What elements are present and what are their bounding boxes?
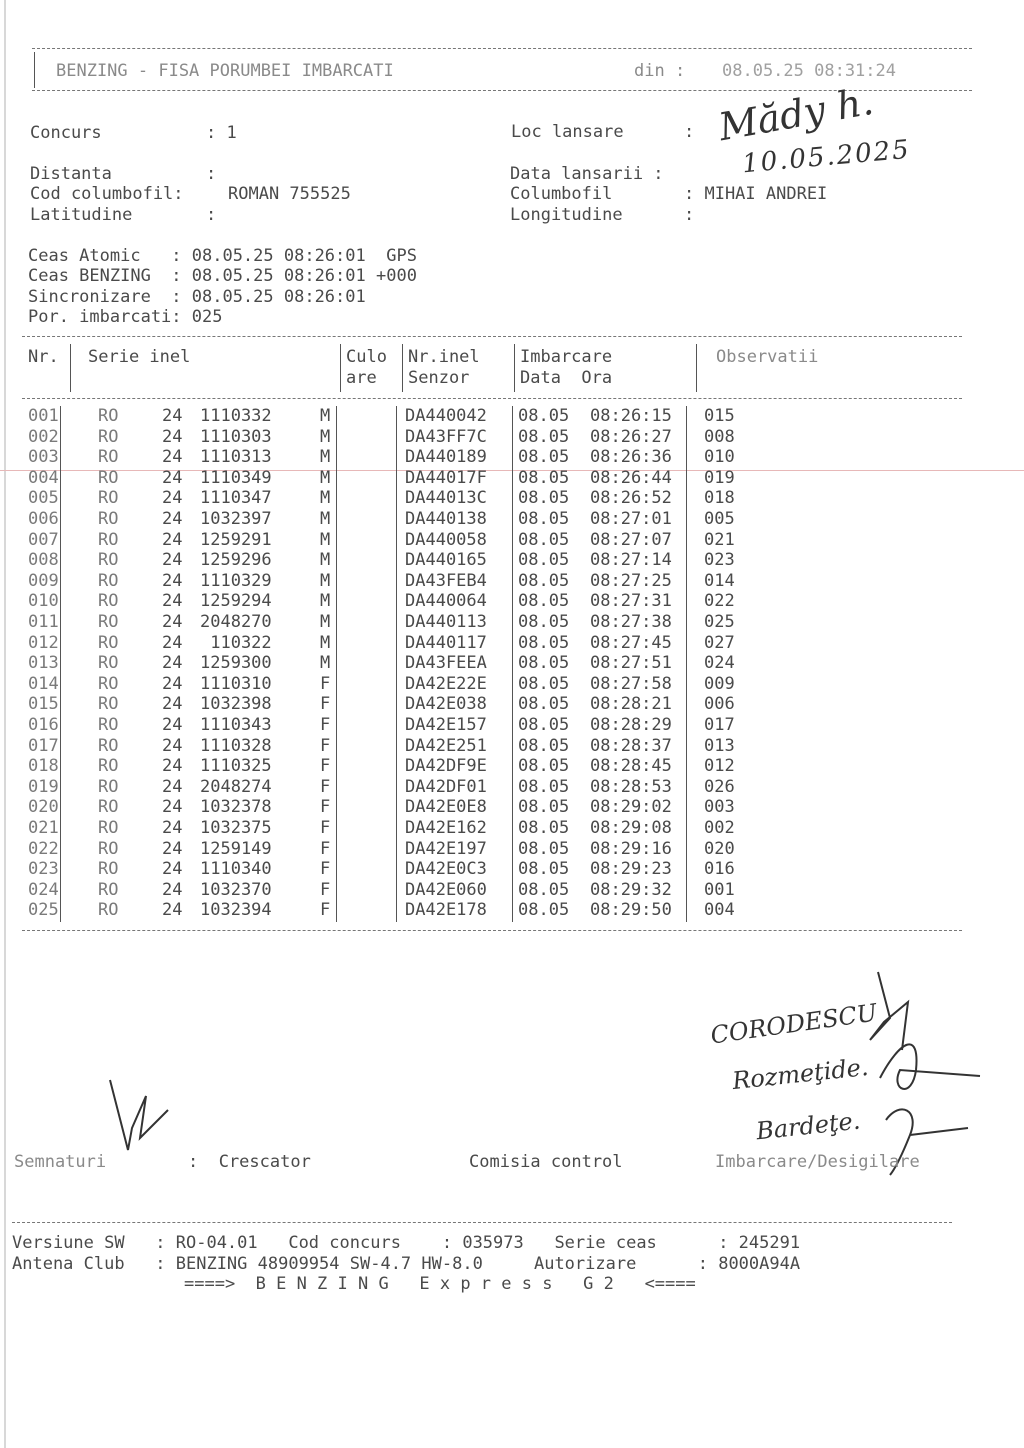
row-senzor: DA42E178 bbox=[405, 900, 487, 921]
row-an: 24 bbox=[162, 900, 183, 921]
row-inel: 1259291 bbox=[200, 529, 272, 550]
row-ora: 08:27:38 bbox=[590, 612, 672, 632]
table-bottom-rule bbox=[22, 930, 962, 931]
row-sex: F bbox=[320, 797, 331, 818]
row-nr: 018 bbox=[28, 756, 59, 777]
row-sex: F bbox=[320, 879, 331, 900]
row-data: 08.05 bbox=[518, 509, 570, 529]
row-data: 08.05 bbox=[518, 715, 570, 735]
row-senzor: DA440042 bbox=[405, 406, 487, 426]
row-tara: RO bbox=[98, 818, 119, 838]
row-inel: 1259149 bbox=[200, 838, 272, 859]
row-nr: 013 bbox=[28, 653, 59, 674]
row-data: 08.05 bbox=[518, 550, 570, 571]
row-nr: 019 bbox=[28, 776, 59, 797]
row-sex: F bbox=[320, 715, 331, 735]
row-sex: F bbox=[320, 673, 331, 694]
header-top-rule bbox=[32, 48, 972, 49]
row-an: 24 bbox=[162, 529, 183, 550]
row-data: 08.05 bbox=[518, 447, 570, 468]
row-inel: 1110329 bbox=[200, 570, 272, 591]
row-tara: RO bbox=[98, 673, 119, 694]
semnaturi-label: Semnaturi bbox=[14, 1152, 107, 1172]
col-header-observatii: Observatii bbox=[716, 347, 819, 367]
row-ora: 08:26:52 bbox=[590, 488, 672, 509]
row-nr: 023 bbox=[28, 859, 59, 880]
row-nr: 003 bbox=[28, 447, 59, 468]
col-sep bbox=[340, 344, 341, 392]
row-inel: 1110343 bbox=[200, 715, 272, 735]
row-data: 08.05 bbox=[518, 900, 570, 921]
row-data: 08.05 bbox=[518, 756, 570, 777]
row-obs: 015 bbox=[704, 406, 735, 426]
row-data: 08.05 bbox=[518, 673, 570, 694]
row-obs: 010 bbox=[704, 447, 735, 468]
din-label: din : bbox=[634, 61, 686, 81]
row-senzor: DA42E251 bbox=[405, 735, 487, 756]
row-data: 08.05 bbox=[518, 859, 570, 880]
row-inel: 1259294 bbox=[200, 591, 272, 612]
row-data: 08.05 bbox=[518, 488, 570, 509]
col-sep bbox=[70, 344, 71, 392]
row-nr: 009 bbox=[28, 570, 59, 591]
row-tara: RO bbox=[98, 426, 119, 447]
col-sep bbox=[396, 406, 397, 922]
row-senzor: DA44017F bbox=[405, 467, 487, 488]
row-senzor: DA42E197 bbox=[405, 838, 487, 859]
row-an: 24 bbox=[162, 776, 183, 797]
row-data: 08.05 bbox=[518, 570, 570, 591]
row-nr: 002 bbox=[28, 426, 59, 447]
row-an: 24 bbox=[162, 488, 183, 509]
row-inel: 2048270 bbox=[200, 612, 272, 632]
col-header-nr-inel-1: Nr.inel bbox=[408, 347, 480, 367]
row-tara: RO bbox=[98, 879, 119, 900]
row-senzor: DA42E162 bbox=[405, 818, 487, 838]
footer-versiune-line: Versiune SW : RO-04.01 Cod concurs : 035973 Serie ceas : 245291 bbox=[12, 1233, 801, 1253]
row-an: 24 bbox=[162, 756, 183, 777]
row-tara: RO bbox=[98, 632, 119, 653]
handwritten-name-1: CORODESCU bbox=[708, 998, 879, 1050]
row-inel: 1110328 bbox=[200, 735, 272, 756]
col-header-nr-inel-2: Senzor bbox=[408, 368, 470, 388]
crescator-label: : Crescator bbox=[188, 1152, 311, 1172]
comisia-control-label: Comisia control bbox=[469, 1152, 623, 1172]
row-data: 08.05 bbox=[518, 467, 570, 488]
row-ora: 08:27:25 bbox=[590, 570, 672, 591]
row-ora: 08:28:21 bbox=[590, 694, 672, 715]
col-sep bbox=[60, 406, 61, 922]
col-sep bbox=[512, 406, 513, 922]
row-senzor: DA42DF01 bbox=[405, 776, 487, 797]
row-data: 08.05 bbox=[518, 797, 570, 818]
row-ora: 08:27:01 bbox=[590, 509, 672, 529]
row-inel: 1110313 bbox=[200, 447, 272, 468]
row-senzor: DA440064 bbox=[405, 591, 487, 612]
row-tara: RO bbox=[98, 715, 119, 735]
row-tara: RO bbox=[98, 735, 119, 756]
row-nr: 021 bbox=[28, 818, 59, 838]
row-sex: M bbox=[320, 591, 331, 612]
latitudine-label: Latitudine bbox=[30, 205, 133, 225]
row-an: 24 bbox=[162, 838, 183, 859]
col-header-imbarcare-2: Data Ora bbox=[520, 368, 613, 388]
cod-columbofil-label: Cod columbofil: bbox=[30, 184, 184, 204]
row-ora: 08:27:31 bbox=[590, 591, 672, 612]
col-sep bbox=[514, 344, 515, 392]
row-inel: 1110349 bbox=[200, 467, 272, 488]
row-an: 24 bbox=[162, 653, 183, 674]
row-ora: 08:26:27 bbox=[590, 426, 672, 447]
row-senzor: DA440165 bbox=[405, 550, 487, 571]
row-sex: M bbox=[320, 447, 331, 468]
col-header-culoare-2: are bbox=[346, 368, 377, 388]
row-sex: M bbox=[320, 488, 331, 509]
row-senzor: DA42E22E bbox=[405, 673, 487, 694]
row-data: 08.05 bbox=[518, 818, 570, 838]
row-senzor: DA440058 bbox=[405, 529, 487, 550]
row-tara: RO bbox=[98, 900, 119, 921]
row-nr: 008 bbox=[28, 550, 59, 571]
footer-rule bbox=[12, 1222, 952, 1223]
sincronizare: Sincronizare : 08.05.25 08:26:01 bbox=[28, 287, 366, 307]
row-inel: 1032378 bbox=[200, 797, 272, 818]
row-an: 24 bbox=[162, 447, 183, 468]
row-obs: 018 bbox=[704, 488, 735, 509]
row-tara: RO bbox=[98, 509, 119, 529]
distanta-value: : bbox=[206, 164, 217, 184]
row-tara: RO bbox=[98, 591, 119, 612]
distanta-label: Distanta bbox=[30, 164, 112, 184]
row-inel: 1259300 bbox=[200, 653, 272, 674]
row-sex: F bbox=[320, 859, 331, 880]
row-senzor: DA42DF9E bbox=[405, 756, 487, 777]
row-sex: M bbox=[320, 509, 331, 529]
row-tara: RO bbox=[98, 694, 119, 715]
row-obs: 022 bbox=[704, 591, 735, 612]
row-senzor: DA44013C bbox=[405, 488, 487, 509]
row-inel: 1110303 bbox=[200, 426, 272, 447]
row-ora: 08:29:02 bbox=[590, 797, 672, 818]
row-obs: 016 bbox=[704, 859, 735, 880]
row-tara: RO bbox=[98, 447, 119, 468]
row-an: 24 bbox=[162, 694, 183, 715]
handwritten-name-3: Bardeţe. bbox=[754, 1106, 862, 1146]
row-obs: 009 bbox=[704, 673, 735, 694]
row-obs: 023 bbox=[704, 550, 735, 571]
handwritten-date: 10.05.2025 bbox=[741, 134, 912, 180]
row-tara: RO bbox=[98, 467, 119, 488]
row-ora: 08:28:53 bbox=[590, 776, 672, 797]
row-an: 24 bbox=[162, 570, 183, 591]
row-inel: 1110340 bbox=[200, 859, 272, 880]
row-obs: 021 bbox=[704, 529, 735, 550]
row-ora: 08:26:36 bbox=[590, 447, 672, 468]
row-nr: 004 bbox=[28, 467, 59, 488]
row-senzor: DA440189 bbox=[405, 447, 487, 468]
col-header-serie-inel: Serie inel bbox=[88, 347, 191, 367]
row-data: 08.05 bbox=[518, 776, 570, 797]
row-sex: F bbox=[320, 756, 331, 777]
row-tara: RO bbox=[98, 570, 119, 591]
row-inel: 1032397 bbox=[200, 509, 272, 529]
row-data: 08.05 bbox=[518, 529, 570, 550]
loc-lansare-label: Loc lansare bbox=[511, 122, 624, 142]
row-tara: RO bbox=[98, 529, 119, 550]
row-nr: 024 bbox=[28, 879, 59, 900]
row-sex: F bbox=[320, 694, 331, 715]
row-inel: 1259296 bbox=[200, 550, 272, 571]
row-ora: 08:27:45 bbox=[590, 632, 672, 653]
row-tara: RO bbox=[98, 488, 119, 509]
row-nr: 014 bbox=[28, 673, 59, 694]
row-inel: 110322 bbox=[200, 632, 272, 653]
row-tara: RO bbox=[98, 612, 119, 632]
row-nr: 015 bbox=[28, 694, 59, 715]
row-data: 08.05 bbox=[518, 879, 570, 900]
row-nr: 011 bbox=[28, 612, 59, 632]
col-header-imbarcare-1: Imbarcare bbox=[520, 347, 613, 367]
row-an: 24 bbox=[162, 673, 183, 694]
row-nr: 022 bbox=[28, 838, 59, 859]
row-tara: RO bbox=[98, 838, 119, 859]
row-an: 24 bbox=[162, 859, 183, 880]
row-data: 08.05 bbox=[518, 694, 570, 715]
row-inel: 1032398 bbox=[200, 694, 272, 715]
col-sep bbox=[696, 344, 697, 392]
footer-antena-line: Antena Club : BENZING 48909954 SW-4.7 HW-8.0 Autorizare : 8000A94A bbox=[12, 1254, 801, 1274]
col-sep bbox=[402, 344, 403, 392]
row-sex: M bbox=[320, 653, 331, 674]
row-ora: 08:29:23 bbox=[590, 859, 672, 880]
row-ora: 08:28:37 bbox=[590, 735, 672, 756]
row-data: 08.05 bbox=[518, 735, 570, 756]
row-inel: 1032394 bbox=[200, 900, 272, 921]
row-inel: 1032370 bbox=[200, 879, 272, 900]
latitudine-value: : bbox=[206, 205, 217, 225]
row-ora: 08:27:14 bbox=[590, 550, 672, 571]
row-data: 08.05 bbox=[518, 406, 570, 426]
row-tara: RO bbox=[98, 406, 119, 426]
row-obs: 027 bbox=[704, 632, 735, 653]
row-an: 24 bbox=[162, 509, 183, 529]
row-obs: 014 bbox=[704, 570, 735, 591]
row-tara: RO bbox=[98, 797, 119, 818]
document-title: BENZING - FISA PORUMBEI IMBARCATI bbox=[56, 61, 394, 81]
row-senzor: DA43FF7C bbox=[405, 426, 487, 447]
row-an: 24 bbox=[162, 818, 183, 838]
row-inel: 1032375 bbox=[200, 818, 272, 838]
longitudine-value: : bbox=[684, 205, 695, 225]
row-ora: 08:28:45 bbox=[590, 756, 672, 777]
handwritten-name-2: Rozmeţide. bbox=[730, 1052, 870, 1096]
row-data: 08.05 bbox=[518, 426, 570, 447]
row-an: 24 bbox=[162, 426, 183, 447]
row-data: 08.05 bbox=[518, 838, 570, 859]
table-header-rule bbox=[22, 398, 962, 399]
row-inel: 1110347 bbox=[200, 488, 272, 509]
row-obs: 025 bbox=[704, 612, 735, 632]
imbarcare-desigilare-label: Imbarcare/Desigilare bbox=[715, 1152, 920, 1172]
data-lansarii-label: Data lansarii : bbox=[510, 164, 664, 184]
row-tara: RO bbox=[98, 550, 119, 571]
row-data: 08.05 bbox=[518, 632, 570, 653]
row-an: 24 bbox=[162, 735, 183, 756]
header-left-border bbox=[34, 52, 35, 88]
row-ora: 08:29:50 bbox=[590, 900, 672, 921]
row-ora: 08:27:51 bbox=[590, 653, 672, 674]
row-obs: 001 bbox=[704, 879, 735, 900]
row-senzor: DA42E038 bbox=[405, 694, 487, 715]
columbofil-label: Columbofil bbox=[510, 184, 613, 204]
din-value: 08.05.25 08:31:24 bbox=[722, 61, 896, 81]
longitudine-label: Longitudine bbox=[510, 205, 623, 225]
row-sex: M bbox=[320, 406, 331, 426]
row-sex: M bbox=[320, 570, 331, 591]
row-sex: F bbox=[320, 838, 331, 859]
row-an: 24 bbox=[162, 612, 183, 632]
row-senzor: DA440117 bbox=[405, 632, 487, 653]
row-senzor: DA42E157 bbox=[405, 715, 487, 735]
row-obs: 008 bbox=[704, 426, 735, 447]
row-obs: 003 bbox=[704, 797, 735, 818]
row-inel: 1110325 bbox=[200, 756, 272, 777]
col-sep bbox=[686, 406, 687, 922]
porumbei-imbarcati: Por. imbarcati: 025 bbox=[28, 307, 223, 327]
row-obs: 002 bbox=[704, 818, 735, 838]
row-nr: 001 bbox=[28, 406, 59, 426]
row-inel: 2048274 bbox=[200, 776, 272, 797]
row-senzor: DA440138 bbox=[405, 509, 487, 529]
row-sex: F bbox=[320, 818, 331, 838]
row-tara: RO bbox=[98, 756, 119, 777]
row-nr: 025 bbox=[28, 900, 59, 921]
row-an: 24 bbox=[162, 715, 183, 735]
cod-columbofil-value: ROMAN 755525 bbox=[228, 184, 351, 204]
columbofil-value: : MIHAI ANDREI bbox=[684, 184, 828, 204]
row-ora: 08:27:07 bbox=[590, 529, 672, 550]
loc-lansare-value: : bbox=[684, 122, 695, 142]
footer-benzing-express: ====> B E N Z I N G E x p r e s s G 2 <==== bbox=[184, 1274, 696, 1294]
row-sex: M bbox=[320, 529, 331, 550]
row-an: 24 bbox=[162, 591, 183, 612]
row-nr: 005 bbox=[28, 488, 59, 509]
row-inel: 1110310 bbox=[200, 673, 272, 694]
row-ora: 08:27:58 bbox=[590, 673, 672, 694]
col-sep bbox=[336, 406, 337, 922]
row-sex: F bbox=[320, 735, 331, 756]
row-an: 24 bbox=[162, 406, 183, 426]
row-obs: 005 bbox=[704, 509, 735, 529]
row-ora: 08:29:32 bbox=[590, 879, 672, 900]
row-data: 08.05 bbox=[518, 653, 570, 674]
ceas-benzing: Ceas BENZING : 08.05.25 08:26:01 +000 bbox=[28, 266, 417, 286]
ceas-atomic: Ceas Atomic : 08.05.25 08:26:01 GPS bbox=[28, 246, 417, 266]
row-ora: 08:26:44 bbox=[590, 467, 672, 488]
row-tara: RO bbox=[98, 776, 119, 797]
concurs-label: Concurs bbox=[30, 123, 102, 143]
table-top-rule bbox=[22, 336, 962, 337]
row-nr: 007 bbox=[28, 529, 59, 550]
row-senzor: DA43FEEA bbox=[405, 653, 487, 674]
row-sex: M bbox=[320, 632, 331, 653]
row-sex: M bbox=[320, 612, 331, 632]
row-obs: 013 bbox=[704, 735, 735, 756]
row-senzor: DA42E0C3 bbox=[405, 859, 487, 880]
row-nr: 010 bbox=[28, 591, 59, 612]
row-nr: 006 bbox=[28, 509, 59, 529]
row-obs: 024 bbox=[704, 653, 735, 674]
row-ora: 08:26:15 bbox=[590, 406, 672, 426]
row-sex: M bbox=[320, 426, 331, 447]
row-nr: 020 bbox=[28, 797, 59, 818]
row-obs: 012 bbox=[704, 756, 735, 777]
row-ora: 08:29:16 bbox=[590, 838, 672, 859]
row-sex: F bbox=[320, 900, 331, 921]
row-tara: RO bbox=[98, 653, 119, 674]
row-sex: M bbox=[320, 467, 331, 488]
row-data: 08.05 bbox=[518, 612, 570, 632]
row-senzor: DA42E0E8 bbox=[405, 797, 487, 818]
row-data: 08.05 bbox=[518, 591, 570, 612]
row-an: 24 bbox=[162, 550, 183, 571]
col-header-culoare-1: Culo bbox=[346, 347, 387, 367]
row-senzor: DA42E060 bbox=[405, 879, 487, 900]
row-nr: 017 bbox=[28, 735, 59, 756]
row-tara: RO bbox=[98, 859, 119, 880]
row-an: 24 bbox=[162, 797, 183, 818]
row-obs: 017 bbox=[704, 715, 735, 735]
row-obs: 020 bbox=[704, 838, 735, 859]
row-an: 24 bbox=[162, 467, 183, 488]
row-obs: 004 bbox=[704, 900, 735, 921]
row-sex: M bbox=[320, 550, 331, 571]
row-an: 24 bbox=[162, 632, 183, 653]
concurs-value: : 1 bbox=[206, 123, 237, 143]
row-ora: 08:29:08 bbox=[590, 818, 672, 838]
row-an: 24 bbox=[162, 879, 183, 900]
row-senzor: DA43FEB4 bbox=[405, 570, 487, 591]
row-sex: F bbox=[320, 776, 331, 797]
handwritten-loc-lansare: Mădy h. bbox=[715, 78, 877, 150]
row-inel: 1110332 bbox=[200, 406, 272, 426]
col-header-nr: Nr. bbox=[28, 347, 59, 367]
row-senzor: DA440113 bbox=[405, 612, 487, 632]
row-nr: 012 bbox=[28, 632, 59, 653]
row-nr: 016 bbox=[28, 715, 59, 735]
row-obs: 006 bbox=[704, 694, 735, 715]
row-obs: 019 bbox=[704, 467, 735, 488]
row-ora: 08:28:29 bbox=[590, 715, 672, 735]
row-obs: 026 bbox=[704, 776, 735, 797]
